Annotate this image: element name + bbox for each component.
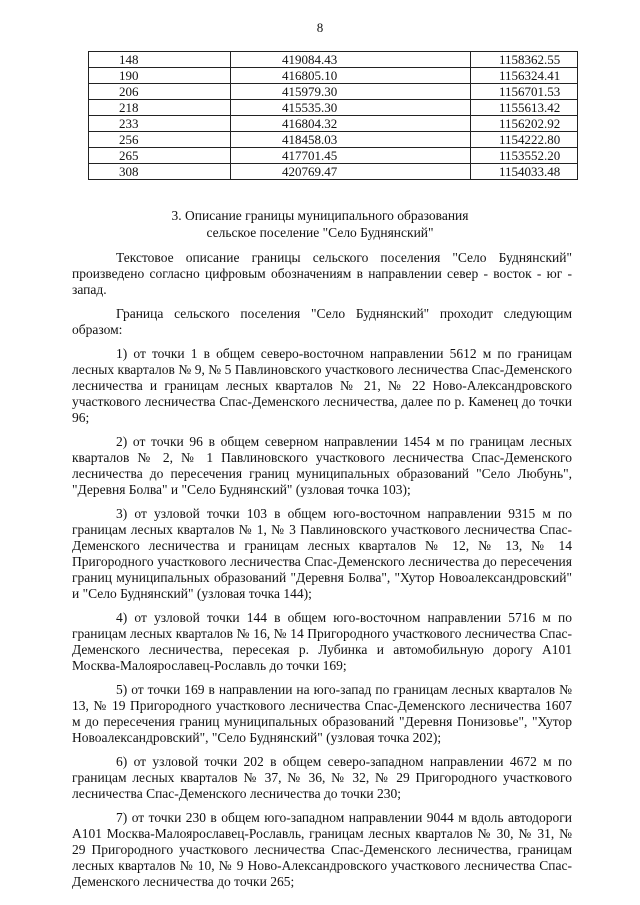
point-number-cell: 190 (89, 68, 231, 84)
section-title-line-1: 3. Описание границы муниципального образования (171, 208, 469, 223)
paragraph: 7) от точки 230 в общем юго-западном направлении 9044 м вдоль автодороги А101 Москва-Малоярославец-Рославль, границам лесных кварталов № 30, № 31, № 29 Пригородного участкового лесничества Спас-Деменского лесничества, границам лесных кварталов № 10, № 9 Ново-Александровского участкового лесничества Спас-Деменского лесничества до точки 265; (72, 810, 572, 889)
x-coordinate-cell: 418458.03 (231, 132, 471, 148)
point-number-cell: 256 (89, 132, 231, 148)
boundary-description (72, 250, 572, 898)
table-row (89, 68, 578, 84)
x-coordinate-cell: 420769.47 (231, 164, 471, 180)
y-coordinate-cell: 1153552.20 (471, 148, 578, 164)
paragraph: 1) от точки 1 в общем северо-восточном направлении 5612 м по границам лесных кварталов № 9, № 5 Павлиновского участкового лесничества Спас-Деменского лесничества и границам лесных кварталов № 21, № 22 Ново-Александровского участкового лесничества Спас-Деменского лесничества, далее по р. Каменец до точки 96; (72, 346, 572, 425)
paragraph: 5) от точки 169 в направлении на юго-запад по границам лесных кварталов № 13, № 19 Пригородного участкового лесничества Спас-Деменского лесничества 1607 м до пересечения границ муниципальных образований "Деревня Понизовье", "Хутор Новоалександровский", "Село Буднянский" (узловая точка 202); (72, 682, 572, 745)
x-coordinate-cell: 416805.10 (231, 68, 471, 84)
paragraph: 4) от узловой точки 144 в общем юго-восточном направлении 5716 м по границам лесных кварталов № 16, № 14 Пригородного участкового лесничества Спас-Деменского лесничества, пересекая р. Лубинка и автомобильную дорогу А101 Москва-Малоярославец-Рославль до точки 169; (72, 610, 572, 673)
section-title-line-2: сельское поселение "Село Буднянский" (206, 225, 434, 240)
y-coordinate-cell: 1156324.41 (471, 68, 578, 84)
y-coordinate-cell: 1158362.55 (471, 52, 578, 68)
y-coordinate-cell: 1154033.48 (471, 164, 578, 180)
x-coordinate-cell: 417701.45 (231, 148, 471, 164)
y-coordinate-cell: 1155613.42 (471, 100, 578, 116)
point-number-cell: 265 (89, 148, 231, 164)
y-coordinate-cell: 1154222.80 (471, 132, 578, 148)
table-row (89, 116, 578, 132)
table-row (89, 84, 578, 100)
y-coordinate-cell: 1156202.92 (471, 116, 578, 132)
point-number-cell: 206 (89, 84, 231, 100)
y-coordinate-cell: 1156701.53 (471, 84, 578, 100)
x-coordinate-cell: 416804.32 (231, 116, 471, 132)
x-coordinate-cell: 415535.30 (231, 100, 471, 116)
paragraph: 3) от узловой точки 103 в общем юго-восточном направлении 9315 м по границам лесных кварталов № 1, № 3 Павлиновского участкового лесничества Спас-Деменского лесничества и границам лесных кварталов № 12, № 13, № 14 Пригородного участкового лесничества Спас-Деменского лесничества до пересечения границ муниципальных образований "Деревня Болва", "Хутор Новоалександровский" и "Село Буднянский" (узловая точка 144); (72, 506, 572, 601)
paragraph: 6) от узловой точки 202 в общем северо-западном направлении 4672 м по границам лесных кварталов № 37, № 36, № 32, № 29 Пригородного участкового лесничества Спас-Деменского лесничества до точки 230; (72, 754, 572, 801)
paragraph: 2) от точки 96 в общем северном направлении 1454 м по границам лесных кварталов № 2, № 1 Павлиновского участкового лесничества Спас-Деменского лесничества до пересечения границ муниципальных образований "Село Любунь", "Деревня Болва" и "Село Буднянский" (узловая точка 103); (72, 434, 572, 497)
x-coordinate-cell: 415979.30 (231, 84, 471, 100)
paragraph: Текстовое описание границы сельского поселения "Село Буднянский" произведено согласно цифровым обозначениям в направлении север - восток - юг - запад. (72, 250, 572, 297)
x-coordinate-cell: 419084.43 (231, 52, 471, 68)
coordinates-table (88, 51, 578, 180)
table-row (89, 100, 578, 116)
section-title (0, 207, 640, 241)
table-row (89, 148, 578, 164)
point-number-cell: 148 (89, 52, 231, 68)
point-number-cell: 233 (89, 116, 231, 132)
paragraph: Граница сельского поселения "Село Буднянский" проходит следующим образом: (72, 306, 572, 337)
table-row (89, 132, 578, 148)
page-number: 8 (316, 20, 324, 35)
table-row (89, 164, 578, 180)
point-number-cell: 308 (89, 164, 231, 180)
point-number-cell: 218 (89, 100, 231, 116)
table-row (89, 52, 578, 68)
